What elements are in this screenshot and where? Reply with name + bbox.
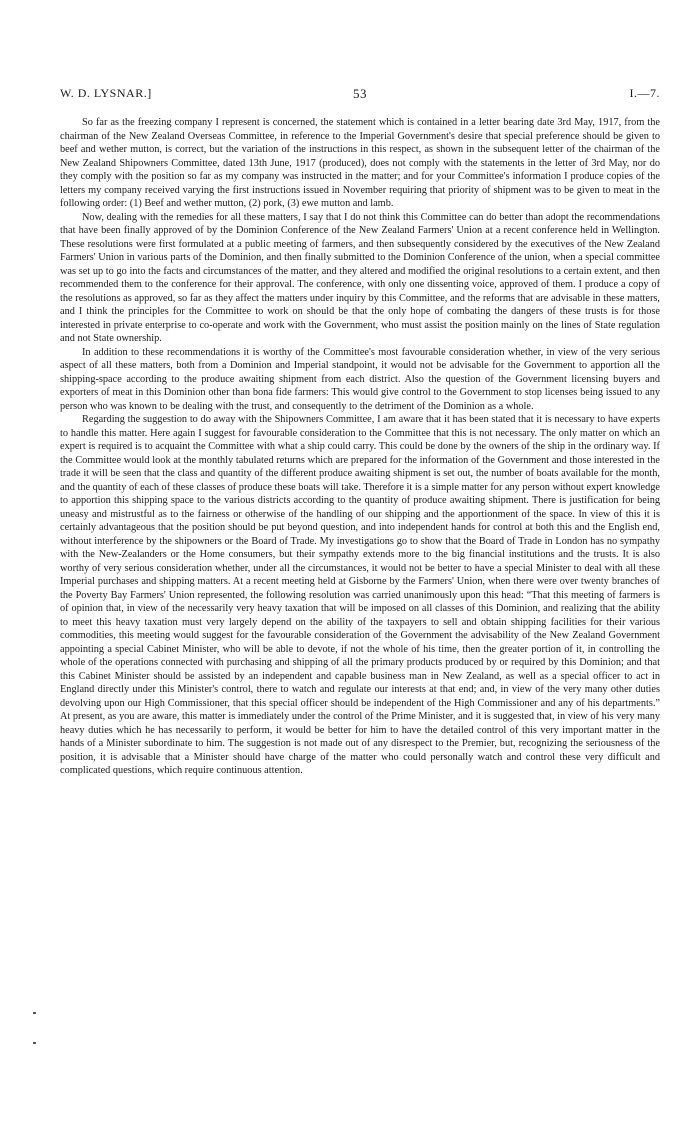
paragraph: Regarding the suggestion to do away with the Shipowners Committee, I am aware that it has been stated that it is necessary to have experts to handle this matter. Here again I suggest for favourable consideration to the Committee that this is not necessary. The only matter on which an expert is required is to acquaint the Committee with what a ship could carry. This could be done by the owners of the ship in the ordinary way. If the Committee would look at the monthly tabulated returns which are prepared for the information of the Government and those interested in the trade it will be seen that the class and quantity of the different produce awaiting shipment is set out, the number of boats available for the month, and the quantity of each of these classes of produce these boats will take. Therefore it is a simple matter for any person without expert knowledge to apportion this shipping space to the various districts according to the quantity of produce awaiting shipment. There is justification for being uneasy and mistrustful as to the fairness or otherwise of the handling of our shipping and the apportionment of the space. In view of this it is certainly advantageous that the position should be put beyond question, and into independent hands for control at both this and the English end, without interference by the shipowners or the Board of Trade. My investigations go to show that the Board of Trade in London has no sympathy with the New-Zealanders or the Home consumers, but their sympathy extends more to the big financial institutions and the trusts. It is also worthy of very serious consideration whether, under all the circumstances, it would not be better to have a special Minister to deal with all these Imperial purchases and shipping matters. At a recent meeting held at Gisborne by the Farmers' Union, when there were over twenty branches of the Poverty Bay Farmers' Union represented, the following resolution was carried unanimously upon this head: “That this meeting of farmers is of opinion that, in view of the necessarily very heavy taxation that will be imposed on all classes of this Dominion, and realizing that the ability to meet this heavy taxation must very largely depend on the ability of the taxpayers to sell and obtain shipping facilities for their various commodities, this meeting would suggest for the favourable consideration of the Government the advisability of the New Zealand Government appointing a special Cabinet Minister, who will be able to devote, if not the whole of his time, then the greater portion of it, in controlling the whole of the operations connected with purchasing and shipping of all the primary products produced by or required by this Dominion; and that this Cabinet Minister should be assisted by an independent and capable business man in New Zealand, as well as a special officer to act in England directly under this Minister's control, there to watch and regulate our interests at that end; and, in view of the very many other duties devolving upon our High Commissioner, that this special officer should be independent of the High Commissioner and any of his departments.” At present, as you are aware, this matter is immediately under the control of the Prime Minister, and it is suggested that, in view of his very many heavy duties which he has necessarily to perform, it would be better for him to have the detailed control of this very important matter in the hands of a Minister subordinate to him. The suggestion is not made out of any disrespect to the Premier, but, recognizing the seriousness of the position, it is advisable that a Minister should have charge of the matter who could personally watch and control these very difficult and complicated questions, which require continuous attention.: [60, 414, 660, 776]
paragraph: In addition to these recommendations it is worthy of the Committee's most favourable consideration whether, in view of the very serious aspect of all these matters, both from a Dominion and Imperial standpoint, it would not be advisable for the Government to apportion all the shipping-space according to the produce awaiting shipment from each district. Also the question of the Government licensing buyers and exporters of meat in this Dominion other than bona fide farmers: This would give control to the Government to stop licenses being issued to any person who was known to be dealing with the trust, and consequently to the detriment of the Dominion as a whole.: [60, 346, 660, 412]
page-number: 53: [353, 86, 367, 101]
paragraph: So far as the freezing company I represent is concerned, the statement which is contained in a letter bearing date 3rd May, 1917, from the chairman of the New Zealand Overseas Committee, in reference to the Imperial Government's desire that special preference should be given to beef and wether mutton, is correct, but the variation of the instructions in this respect, as shown in the subsequent letter of the chairman of the New Zealand Shipowners Committee, dated 13th June, 1917 (produced), does not comply with the statements in the letter of 3rd May, nor do they comply with the position so far as my company was instructed in the matter; and for your Committee's information I produce copies of the letters my company received varying the first instructions issued in November requiring that priority of shipment was to be given to meat in the following order: (1) Beef and wether mutton, (2) pork, (3) ewe mutton and lamb.: [60, 117, 660, 209]
margin-mark: [33, 1042, 36, 1044]
document-body: [60, 116, 660, 778]
page-header: [60, 86, 660, 101]
margin-mark: [33, 1012, 36, 1014]
header-author: W. D. LYSNAR.]: [60, 86, 152, 100]
paragraph: Now, dealing with the remedies for all these matters, I say that I do not think this Committee can do better than adopt the recommendations that have been finally approved of by the Dominion Conference of the New Zealand Farmers' Union at a recent conference held in Wellington. These resolutions were first formulated at a public meeting of farmers, and then subsequently considered by the executives of the New Zealand Farmers' Union in various parts of the Dominion, and then finally submitted to the Dominion Conference of the union, when a special committee was set up to go into the facts and circumstances of the matter, and they altered and modified the original resolutions to a certain extent, and then recommended them to the conference for their approval. The conference, with only one dissenting voice, approved of them. I produce a copy of the resolutions as approved, so far as they affect the matters under inquiry by this Committee, and the reforms that are advisable in these matters, and I think the principles for the Committee to work on should be that the only hope of combating the dangers of these trusts is for those interested in private enterprise to co-operate and work with the Government, who must assist the position mainly on the lines of State regulation and not State ownership.: [60, 211, 660, 344]
header-reference: I.—7.: [629, 86, 660, 100]
